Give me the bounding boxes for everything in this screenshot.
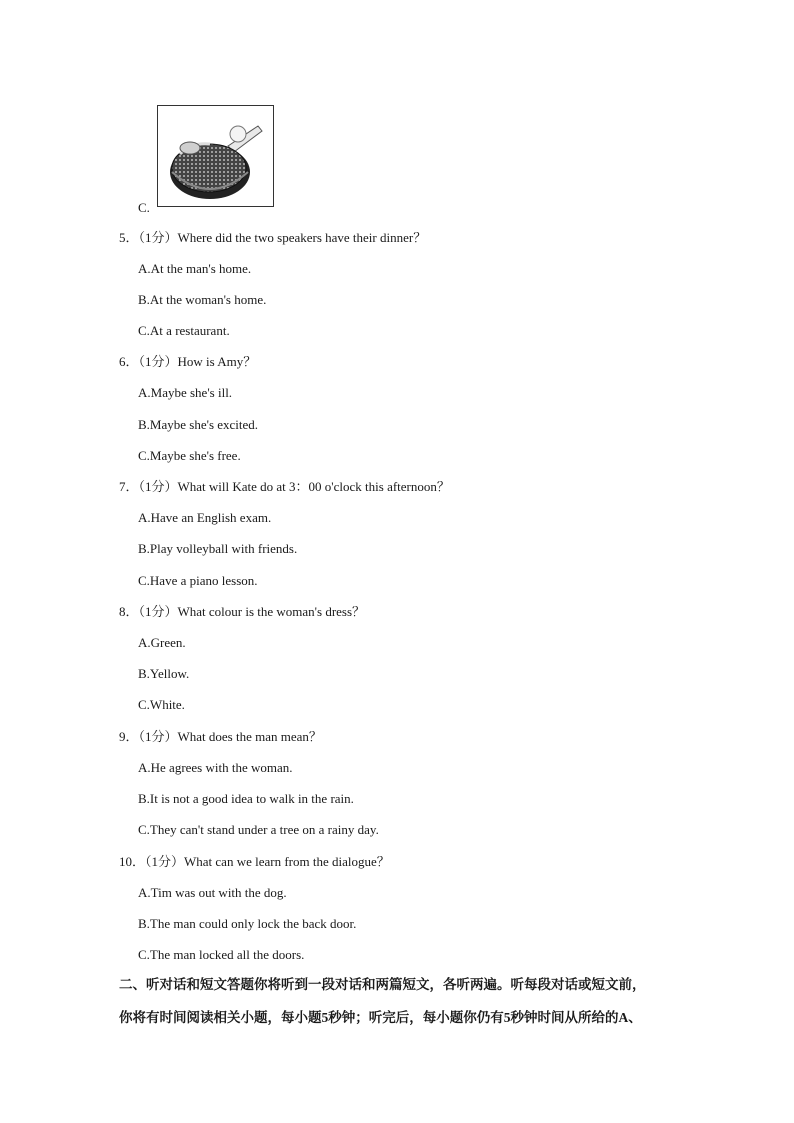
question-8-option-c: C.White. xyxy=(138,697,185,712)
question-9-option-b: B.It is not a good idea to walk in the rain. xyxy=(138,791,354,806)
question-7-option-c: C.Have a piano lesson. xyxy=(138,573,258,588)
question-8-option-a: A.Green. xyxy=(138,635,186,650)
question-7-stem: 7．（1分）What will Kate do at 3：00 o'clock this afternoon？ xyxy=(119,479,450,494)
question-9-stem: 9．（1分）What does the man mean？ xyxy=(119,729,322,744)
question-9-option-c: C.They can't stand under a tree on a rainy day. xyxy=(138,822,379,837)
question-7-option-b: B.Play volleyball with friends. xyxy=(138,541,298,556)
question-6-option-c: C.Maybe she's free. xyxy=(138,448,241,463)
question-10-option-b: B.The man could only lock the back door. xyxy=(138,916,357,931)
question-6-option-a: A.Maybe she's ill. xyxy=(138,385,233,400)
question-10-option-a: A.Tim was out with the dog. xyxy=(138,885,287,900)
question-6-option-b: B.Maybe she's excited. xyxy=(138,417,259,432)
question-5-stem: 5．（1分）Where did the two speakers have their dinner？ xyxy=(119,230,427,245)
question-9-option-a: A.He agrees with the woman. xyxy=(138,760,293,775)
question-10-option-c: C.The man locked all the doors. xyxy=(138,947,305,962)
section-instructions-line-2: 你将有时间阅读相关小题，每小题5秒钟；听完后，每小题你仍有5秒钟时间从所给的A、 xyxy=(119,1010,642,1025)
question-5-option-b: B.At the woman's home. xyxy=(138,292,267,307)
question-6-stem: 6．（1分）How is Amy？ xyxy=(119,354,257,369)
option-c-label: C. xyxy=(138,200,150,215)
section-instructions-line-1: 二、听对话和短文答题你将听到一段对话和两篇短文，各听两遍。听每段对话或短文前， xyxy=(119,977,646,992)
question-5-option-c: C.At a restaurant. xyxy=(138,323,230,338)
ping-pong-paddle-icon xyxy=(158,106,272,205)
ping-pong-paddle-image xyxy=(157,105,274,207)
question-5-option-a: A.At the man's home. xyxy=(138,261,252,276)
question-8-option-b: B.Yellow. xyxy=(138,666,190,681)
question-7-option-a: A.Have an English exam. xyxy=(138,510,272,525)
question-8-stem: 8．（1分）What colour is the woman's dress？ xyxy=(119,604,366,619)
question-10-stem: 10．（1分）What can we learn from the dialogue？ xyxy=(119,854,390,869)
